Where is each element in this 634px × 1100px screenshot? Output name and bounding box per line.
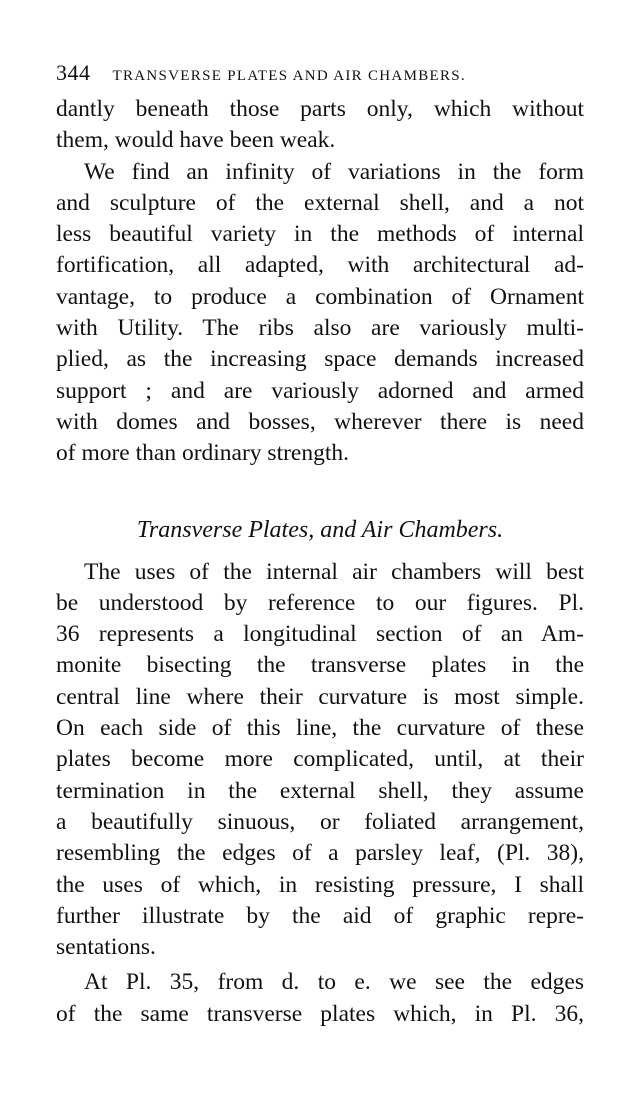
text-line: them, would have been weak.: [56, 127, 336, 154]
text-line: fortification, all adapted, with architectural ad-: [56, 252, 584, 279]
text-line: We find an infinity of variations in the form: [84, 158, 584, 185]
running-header: [56, 60, 584, 86]
text-line: termination in the external shell, they assume: [56, 777, 584, 804]
text-line: The uses of the internal air chambers will best: [84, 558, 584, 585]
section-heading: Transverse Plates, and Air Chambers.: [136, 516, 504, 543]
text-line: plates become more complicated, until, at their: [56, 746, 584, 773]
paragraph-continued: [56, 94, 584, 157]
text-line: 36 represents a longitudinal section of an Am-: [56, 621, 584, 648]
text-line: sentations.: [56, 934, 156, 961]
text-line: of the same transverse plates which, in Pl. 36,: [56, 1000, 584, 1027]
text-line: dantly beneath those parts only, which without: [56, 96, 584, 122]
running-title: TRANSVERSE PLATES AND AIR CHAMBERS.: [112, 68, 466, 84]
paragraph-ornament-utility: [56, 157, 584, 470]
text-line: the uses of which, in resisting pressure, I shall: [56, 871, 584, 898]
text-line: a beautifully sinuous, or foliated arrangement,: [56, 808, 584, 835]
text-line: vantage, to produce a combination of Ornament: [56, 283, 584, 310]
text-line: with Utility. The ribs also are variously multi-: [56, 315, 584, 342]
text-line: less beautiful variety in the methods of internal: [56, 221, 584, 248]
text-line: monite bisecting the transverse plates in the: [56, 652, 584, 679]
text-line: On each side of this line, the curvature of these: [56, 715, 584, 742]
text-line: with domes and bosses, wherever there is need: [56, 408, 584, 435]
text-line: of more than ordinary strength.: [56, 440, 350, 467]
text-line: resembling the edges of a parsley leaf, (Pl. 38),: [56, 840, 584, 867]
text-line: be understood by reference to our figures. Pl.: [56, 589, 584, 616]
page-number: 344: [56, 60, 91, 85]
book-page: [56, 60, 584, 1030]
text-line: support ; and are variously adorned and armed: [56, 377, 584, 404]
text-line: plied, as the increasing space demands increased: [56, 346, 584, 373]
paragraph-air-chambers: [56, 557, 584, 964]
paragraph-plate-35: [56, 967, 584, 1030]
text-line: and sculpture of the external shell, and a not: [56, 189, 584, 216]
text-line: central line where their curvature is most simple.: [56, 683, 584, 710]
text-line: further illustrate by the aid of graphic repre-: [56, 902, 584, 929]
text-line: At Pl. 35, from d. to e. we see the edges: [84, 969, 584, 996]
